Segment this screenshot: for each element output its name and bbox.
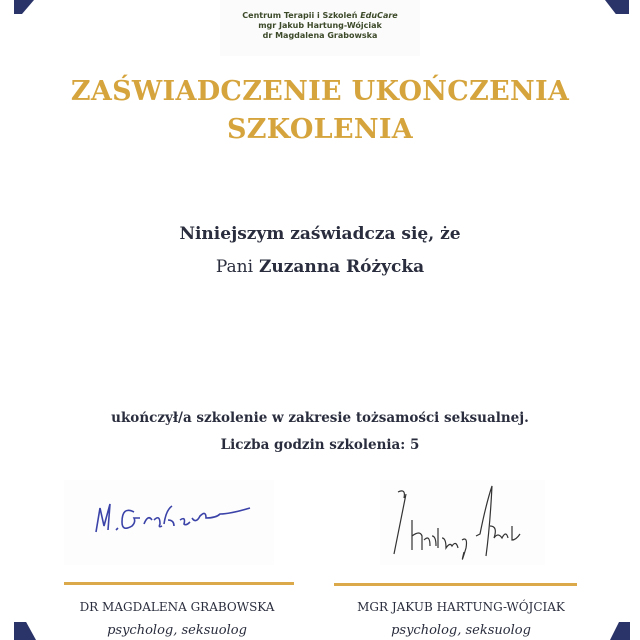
signature-image-2 [380, 480, 545, 565]
org-person-1: mgr Jakub Hartung-Wójciak [258, 21, 382, 30]
corner-decoration-bottom-left [14, 622, 36, 640]
salutation: Pani [215, 257, 254, 277]
intro-text: Niniejszym zaświadcza się, że [179, 224, 461, 244]
signature-image-1 [64, 480, 274, 565]
completion-text: ukończył/a szkolenie w zakresie tożsamości seksualnej. [111, 410, 529, 426]
org-person-2: dr Magdalena Grabowska [262, 31, 378, 40]
corner-decoration-top-right [605, 0, 629, 14]
title-line-1: ZAŚWIADCZENIE UKOŃCZENIA [70, 76, 570, 107]
org-brand: EduCare [360, 11, 398, 20]
title-line-2: SZKOLENIA [227, 114, 413, 145]
signatory-name-2: MGR JAKUB HARTUNG-WÓJCIAK [357, 600, 565, 614]
certificate-title [0, 73, 640, 149]
corner-decoration-bottom-right [610, 622, 630, 640]
recipient-name: Zuzanna Różycka [258, 257, 425, 277]
signatory-role-1: psycholog, seksuolog [107, 623, 247, 638]
hours-text: Liczba godzin szkolenia: 5 [220, 437, 420, 453]
org-name: Centrum Terapii i Szkoleń [242, 11, 361, 20]
corner-decoration-top-left [14, 0, 34, 14]
signatory-name-1: DR MAGDALENA GRABOWSKA [79, 600, 275, 614]
signature-line-2 [334, 583, 577, 586]
organization-header [220, 0, 420, 56]
signature-line-1 [64, 582, 294, 585]
signatory-role-2: psycholog, seksuolog [391, 623, 531, 638]
recipient-line [0, 257, 640, 277]
